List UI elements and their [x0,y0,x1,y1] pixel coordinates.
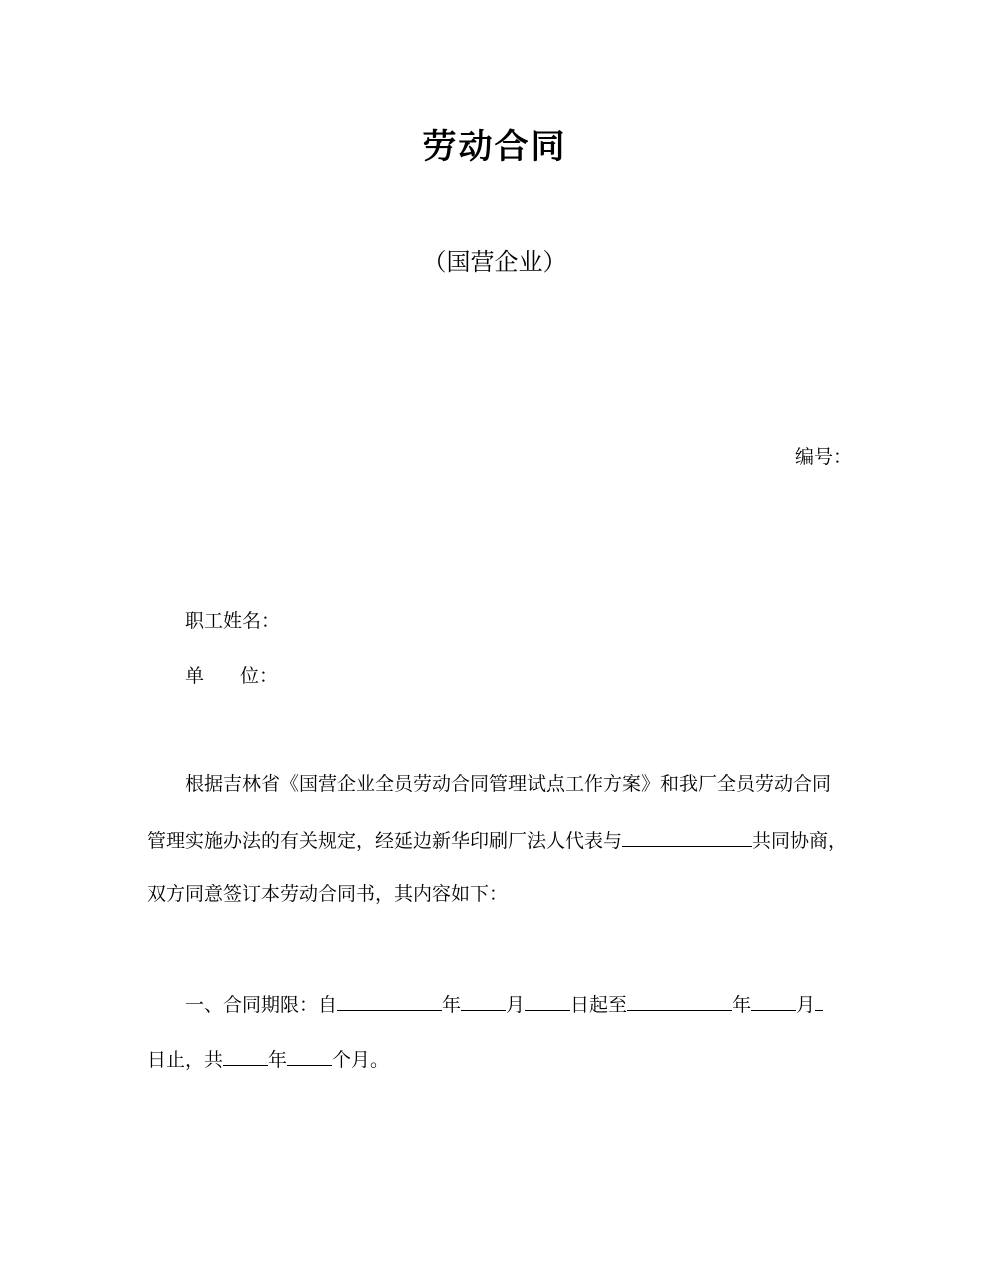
clause-1-year2: 年 [732,994,752,1016]
document-subtitle: （国营企业） [422,248,567,276]
preamble-line-2-a: 管理实施办法的有关规定，经延边新华印刷厂法人代表与 [147,830,623,852]
clause-1-prefix: 一、合同期限：自 [185,994,338,1016]
clause-1-line-2-year: 年 [268,1049,288,1071]
unit-label-b: 位： [240,665,279,687]
end-month-blank [751,988,796,1011]
employee-name-label: 职工姓名： [185,610,281,632]
preamble-line-2 [147,824,847,856]
total-years-blank [223,1043,268,1066]
preamble-line-3: 双方同意签订本劳动合同书，其内容如下： [147,883,509,905]
clause-1-month2: 月 [796,994,816,1016]
clause-1-line-2 [147,1043,389,1075]
serial-number-label: 编号： [795,446,853,468]
clause-1-line-2-a: 日止，共 [147,1049,224,1071]
start-year-blank [337,988,442,1011]
unit-label-a: 单 [185,665,205,687]
clause-1-line-1 [185,988,823,1020]
end-year-blank [627,988,732,1011]
clause-1-line-2-b: 个月。 [332,1049,390,1071]
end-day-blank [815,988,823,1011]
representative-blank [622,824,752,847]
start-month-blank [461,988,506,1011]
total-months-blank [287,1043,332,1066]
clause-1-year: 年 [442,994,462,1016]
preamble-line-2-b: 共同协商， [752,830,848,852]
start-day-blank [525,988,570,1011]
preamble-line-1: 根据吉林省《国营企业全员劳动合同管理试点工作方案》和我厂全员劳动合同 [185,773,832,795]
unit-label [185,661,278,691]
document-title: 劳动合同 [422,127,567,167]
clause-1-day-until: 日起至 [570,994,628,1016]
clause-1-month: 月 [506,994,526,1016]
